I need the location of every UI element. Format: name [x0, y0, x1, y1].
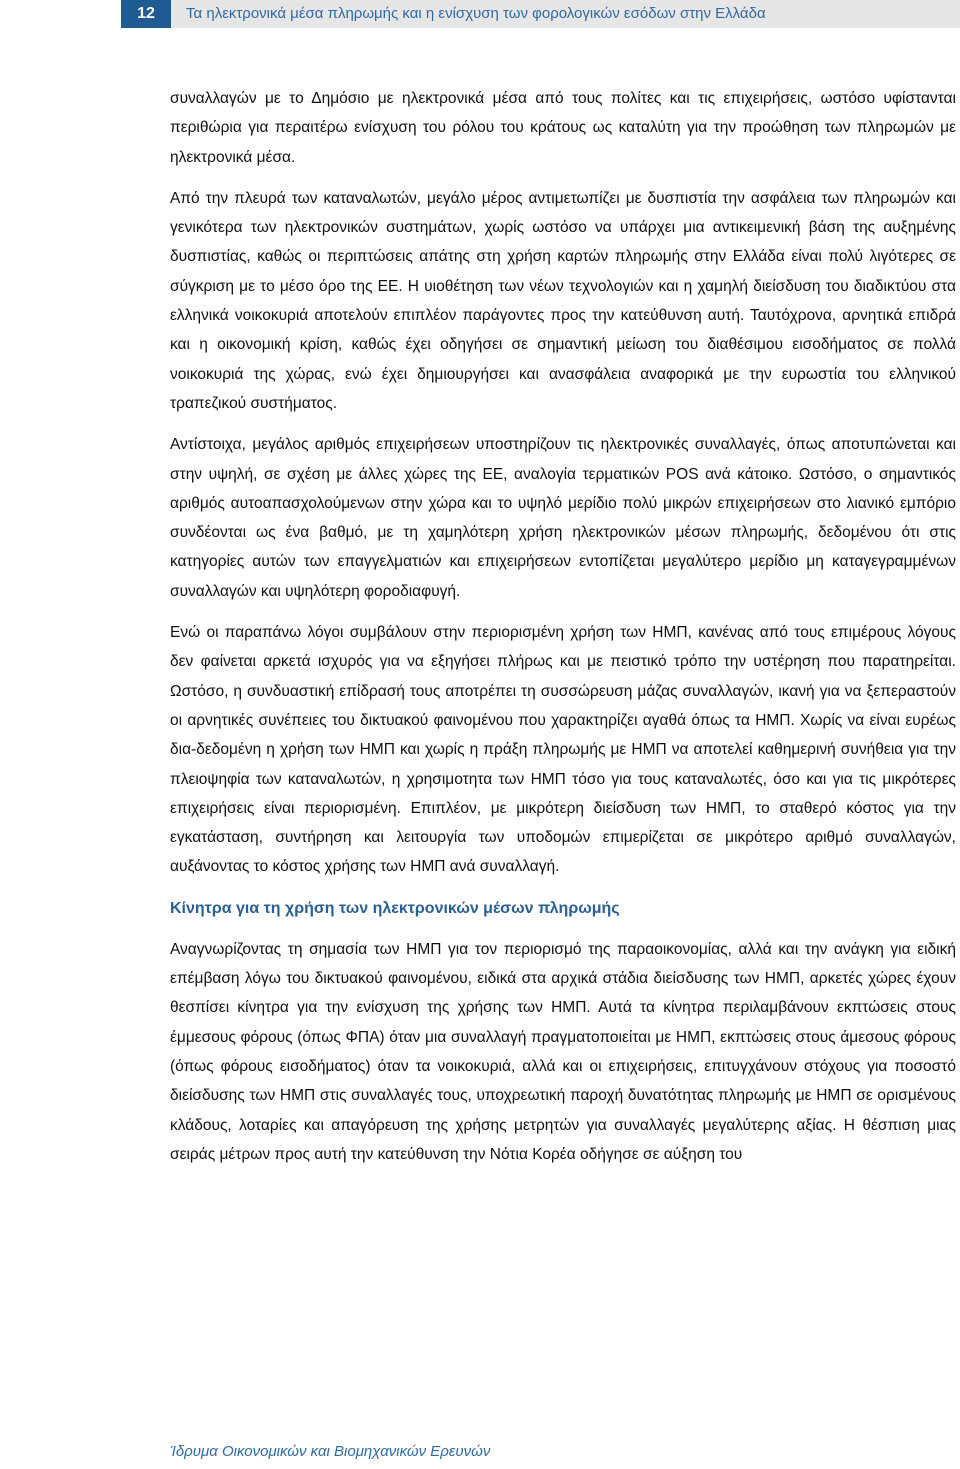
running-title: Τα ηλεκτρονικά μέσα πληρωμής και η ενίσχυση των φορολογικών εσόδων στην Ελλάδα	[186, 5, 766, 22]
paragraph-4: Ενώ οι παραπάνω λόγοι συμβάλουν στην περιορισμένη χρήση των ΗΜΠ, κανένας από τους επιμέρους λόγους δεν φαίνεται αρκετά ισχυρός για να εξηγήσει πλήρως και με πειστικό τρόπο την υστέρηση που παρατηρείται. Ωστόσο, η συνδυαστική επίδρασή τους αποτρέπει τη συσσώρευση μάζας συναλλαγών, ικανή για να ξεπεραστούν οι αρνητικές συνέπειες του δικτυακού φαινομένου που χαρακτηρίζει αγαθά όπως τα ΗΜΠ. Χωρίς να είναι ευρέως δια-δεδομένη η χρήση των ΗΜΠ και χωρίς η πράξη πληρωμής με ΗΜΠ να αποτελεί καθημερινή συνήθεια για την πλειοψηφία των καταναλωτών, η χρησιμοτητα των ΗΜΠ τόσο για τους καταναλωτές, όσο και για τις μικρότερες επιχειρήσεις είναι περιορισμένη. Επιπλέον, με μικρότερη διείσδυση των ΗΜΠ, το σταθερό κόστος για την εγκατάσταση, συντήρηση και λειτουργία των υποδομών επιμερίζεται σε μικρότερο αριθμό συναλλαγών, αυξάνοντας το κόστος χρήσης των ΗΜΠ ανά συναλλαγή.	[170, 624, 956, 876]
paragraph-2: Από την πλευρά των καταναλωτών, μεγάλο μέρος αντιμετωπίζει με δυσπιστία την ασφάλεια των πληρωμών και γενικότερα των ηλεκτρονικών συστημάτων, χωρίς ωστόσο να υπάρχει μια αντικειμενική βάση της αυξημένης δυσπιστίας, καθώς οι περιπτώσεις απάτης στη χρήση καρτών πληρωμής στην Ελλάδα είναι πολύ λιγότερες σε σύγκριση με το μέσο όρο της ΕΕ. Η υιοθέτηση των νέων τεχνολογιών και η χαμηλή διείσδυση του διαδικτύου στα ελληνικά νοικοκυριά αποτελούν επιπλέον παράγοντες προς την κατεύθυνση αυτή. Ταυτόχρονα, αρνητικά επιδρά και η οικονομική κρίση, καθώς έχει οδηγήσει σε σημαντική μείωση του διαθέσιμου εισοδήματος σε πολλά νοικοκυριά της χώρας, ενώ έχει δημιουργήσει και ανασφάλεια αναφορικά με την ευρωστία του ελληνικού τραπεζικού συστήματος.	[170, 189, 956, 412]
document-body	[170, 84, 956, 1169]
paragraph-1: συναλλαγών με το Δημόσιο με ηλεκτρονικά μέσα από τους πολίτες και τις επιχειρήσεις, ωστόσο υφίστανται περιθώρια για περαιτέρω ενίσχυση του ρόλου του κράτους ως καταλύτη για την προώθηση των πληρωμών με ηλεκτρονικά μέσα.	[170, 90, 956, 166]
page-number: 12	[121, 0, 171, 28]
section-heading: Κίνητρα για τη χρήση των ηλεκτρονικών μέσων πληρωμής	[170, 899, 620, 917]
paragraph-3: Αντίστοιχα, μεγάλος αριθμός επιχειρήσεων υποστηρίζουν τις ηλεκτρονικές συναλλαγές, όπως αποτυπώνεται και στην υψηλή, σε σχέση με άλλες χώρες της ΕΕ, αναλογία τερματικών POS ανά κάτοικο. Ωστόσο, ο σημαντικός αριθμός αυτοαπασχολούμενων στην χώρα και το υψηλό μερίδιο πολύ μικρών επιχειρήσεων στο λιανικό εμπόριο συνδέονται ως ένα βαθμό, με τη χαμηλότερη χρήση ηλεκτρονικών μέσων πληρωμής, δεδομένου ότι στις κατηγορίες αυτών των επαγγελματιών και επιχειρήσεων εντοπίζεται μεγαλύτερο μερίδιο μη καταγεγραμμένων συναλλαγών και υψηλότερη φοροδιαφυγή.	[170, 436, 956, 600]
footer-institution: Ίδρυμα Οικονομικών και Βιομηχανικών Ερευνών	[170, 1443, 491, 1460]
paragraph-5: Αναγνωρίζοντας τη σημασία των ΗΜΠ για τον περιορισμό της παραοικονομίας, αλλά και την ανάγκη για ειδική επέμβαση λόγω του δικτυακού φαινομένου, ειδικά στα αρχικά στάδια διείσδυσης των ΗΜΠ, αρκετές χώρες έχουν θεσπίσει κίνητρα για την ενίσχυση της χρήσης των ΗΜΠ. Αυτά τα κίνητρα περιλαμβάνουν εκπτώσεις στους έμμεσους φόρους (όπως ΦΠΑ) όταν μια συναλλαγή πραγματοποιείται με ΗΜΠ, εκπτώσεις στους άμεσους φόρους (όπως φόρους εισοδήματος) όταν τα νοικοκυριά, αλλά και οι επιχειρήσεις, επιτυγχάνουν στόχους για ποσοστό διείσδυσης των ΗΜΠ στις συναλλαγές τους, υποχρεωτική παροχή δυνατότητας πληρωμής με ΗΜΠ σε ορισμένους κλάδους, λοταρίες και απαγόρευση της χρήσης μετρητών για συναλλαγές μεγαλύτερης αξίας. Η θέσπιση μιας σειράς μέτρων προς αυτή την κατεύθυνση την Νότια Κορέα οδήγησε σε αύξηση του	[170, 940, 956, 1163]
